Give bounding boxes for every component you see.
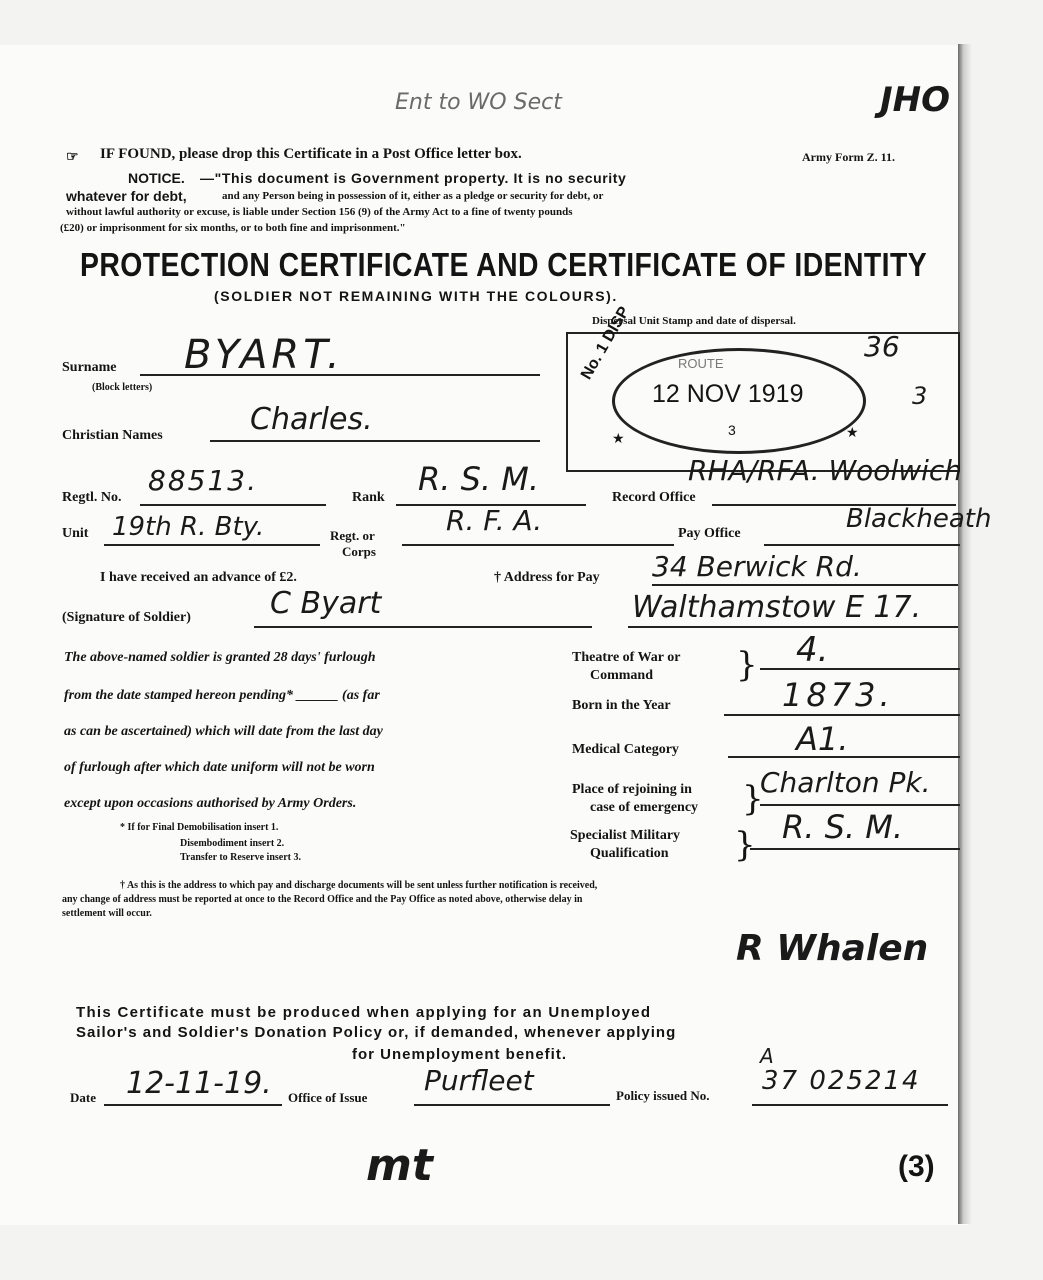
pay-office-value: Blackheath [846, 504, 992, 534]
address-rule-1 [652, 584, 958, 586]
regt-rule [402, 544, 674, 546]
regt-label: Regt. or [330, 528, 375, 543]
signature-rule [254, 626, 592, 628]
paper-edge-shadow [958, 44, 972, 1224]
regtl-no-rule [140, 504, 326, 506]
signature-label: (Signature of Soldier) [62, 610, 191, 625]
rejoin-label-1: Place of rejoining in [572, 782, 692, 797]
pay-office-rule [764, 544, 960, 546]
regtl-no-value: 88513. [148, 464, 258, 497]
medical-value: A1. [796, 720, 849, 758]
footnote-line-2: Disembodiment insert 2. [180, 838, 285, 849]
stamp-sub-number: 3 [728, 422, 736, 438]
footnote-line-3: Transfer to Reserve insert 3. [180, 852, 301, 863]
address-note-line-3: settlement will occur. [62, 908, 152, 919]
policy-label: Policy issued No. [616, 1088, 710, 1103]
document-title: PROTECTION CERTIFICATE AND CERTIFICATE OF IDENTITY [80, 246, 928, 283]
policy-number: 37 025214 [762, 1066, 921, 1096]
stamp-corner-numbers: 36 [864, 330, 900, 363]
furlough-line-5: except upon occasions authorised by Army Orders. [64, 796, 357, 811]
born-label: Born in the Year [572, 698, 671, 713]
rejoin-value: Charlton Pk. [760, 766, 931, 799]
unit-rule [104, 544, 320, 546]
corps-label: Corps [342, 544, 376, 559]
address-note-line-1: † As this is the address to which pay and discharge documents will be sent unless further notification is received, [120, 880, 598, 891]
notice-line-4: (£20) or imprisonment for six months, or to both fine and imprisonment." [60, 222, 406, 234]
regtl-no-label: Regtl. No. [62, 490, 122, 505]
rejoin-label-2: case of emergency [590, 800, 699, 815]
office-of-issue-value: Purfleet [424, 1064, 534, 1097]
surname-value: BYART. [184, 332, 344, 378]
specialist-label-1: Specialist Military [570, 828, 681, 843]
furlough-line-4: of furlough after which date uniform will not be worn [64, 760, 375, 775]
rank-value: R. S. M. [418, 460, 540, 498]
surname-rule [140, 374, 540, 376]
address-rule-2 [628, 626, 958, 628]
notice-lead: NOTICE. [128, 170, 185, 186]
brace-rejoin: } [742, 779, 764, 819]
address-label: † Address for Pay [494, 570, 600, 585]
unit-value: 19th R. Bty. [112, 512, 265, 542]
stamp-side-number: 3 [912, 382, 928, 410]
rejoin-rule [760, 804, 960, 806]
medical-label: Medical Category [572, 742, 679, 757]
stamp-top-text: ROUTE [678, 356, 724, 371]
specialist-value: R. S. M. [782, 808, 904, 846]
stamp-star-icon-right: ★ [846, 424, 859, 440]
document-subtitle: (SOLDIER NOT REMAINING WITH THE COLOURS). [214, 288, 618, 304]
address-note-line-2: any change of address must be reported at once to the Record Office and the Pay Office as noted above, otherwise delay in [62, 894, 583, 905]
pointing-hand-icon: ☞ [66, 148, 79, 164]
theatre-value: 4. [796, 630, 829, 670]
army-form-number: Army Form Z. 11. [802, 150, 895, 164]
issue-date-value: 12-11-19. [126, 1066, 272, 1101]
address-line-2: Walthamstow E 17. [632, 590, 922, 625]
issue-date-rule [104, 1104, 282, 1106]
theatre-label-1: Theatre of War or [572, 650, 681, 665]
annotation-top-center: Ent to WO Sect [395, 90, 562, 115]
regt-value: R. F. A. [446, 504, 543, 537]
stamp-caption: Dispersal Unit Stamp and date of dispersal. [592, 315, 796, 327]
notice-line-1: —"This document is Government property. It is no security [200, 170, 627, 186]
christian-names-rule [210, 440, 540, 442]
office-of-issue-label: Office of Issue [288, 1090, 368, 1105]
record-office-value: RHA/RFA. Woolwich [688, 454, 963, 487]
christian-names-label: Christian Names [62, 428, 163, 443]
policy-prefix: A [760, 1044, 774, 1068]
brace-specialist: } [734, 825, 756, 865]
stamp-star-icon-left: ★ [612, 430, 625, 446]
stamp-ring-text: No. 1 DISP [578, 303, 634, 383]
address-line-1: 34 Berwick Rd. [652, 550, 862, 583]
notice-line-3: without lawful authority or excuse, is liable under Section 156 (9) of the Army Act to a fine of twenty pounds [66, 206, 573, 218]
brace-theatre: } [736, 645, 758, 685]
specialist-rule [750, 848, 960, 850]
sheet-number: (3) [898, 1150, 935, 1183]
soldier-signature: C Byart [270, 586, 382, 621]
policy-rule [752, 1104, 948, 1106]
medical-rule [728, 756, 960, 758]
pay-office-label: Pay Office [678, 526, 741, 541]
specialist-label-2: Qualification [590, 846, 669, 861]
born-rule [724, 714, 960, 716]
theatre-rule [760, 668, 960, 670]
footnote-line-1: * If for Final Demobilisation insert 1. [120, 822, 279, 833]
office-of-issue-rule [414, 1104, 610, 1106]
notice-line-2a: whatever for debt, [66, 188, 187, 204]
furlough-line-1: The above-named soldier is granted 28 days' furlough [64, 650, 376, 665]
rank-label: Rank [352, 490, 385, 505]
record-office-label: Record Office [612, 490, 696, 505]
surname-sub-label: (Block letters) [92, 382, 153, 393]
officer-signature: R Whalen [736, 928, 929, 969]
stamp-date: 12 NOV 1919 [652, 380, 804, 408]
surname-label: Surname [62, 360, 117, 375]
issue-date-label: Date [70, 1090, 96, 1105]
footer-line-1: This Certificate must be produced when applying for an Unemployed [76, 1004, 652, 1021]
found-notice: IF FOUND, please drop this Certificate in a Post Office letter box. [100, 146, 522, 162]
unit-label: Unit [62, 526, 89, 541]
furlough-line-3: as can be ascertained) which will date from the last day [64, 724, 383, 739]
annotation-top-right: JHO [880, 80, 951, 120]
bottom-initials: mt [366, 1140, 433, 1191]
notice-line-2b: and any Person being in possession of it, either as a pledge or security for debt, or [222, 190, 604, 202]
christian-names-value: Charles. [250, 402, 373, 437]
born-value: 1873. [782, 676, 894, 714]
advance-text: I have received an advance of £2. [100, 570, 297, 585]
furlough-line-2: from the date stamped hereon pending* ______ (as far [64, 688, 380, 703]
footer-line-3: for Unemployment benefit. [352, 1046, 568, 1063]
footer-line-2: Sailor's and Soldier's Donation Policy or, if demanded, whenever applying [76, 1024, 677, 1041]
theatre-label-2: Command [590, 668, 654, 683]
